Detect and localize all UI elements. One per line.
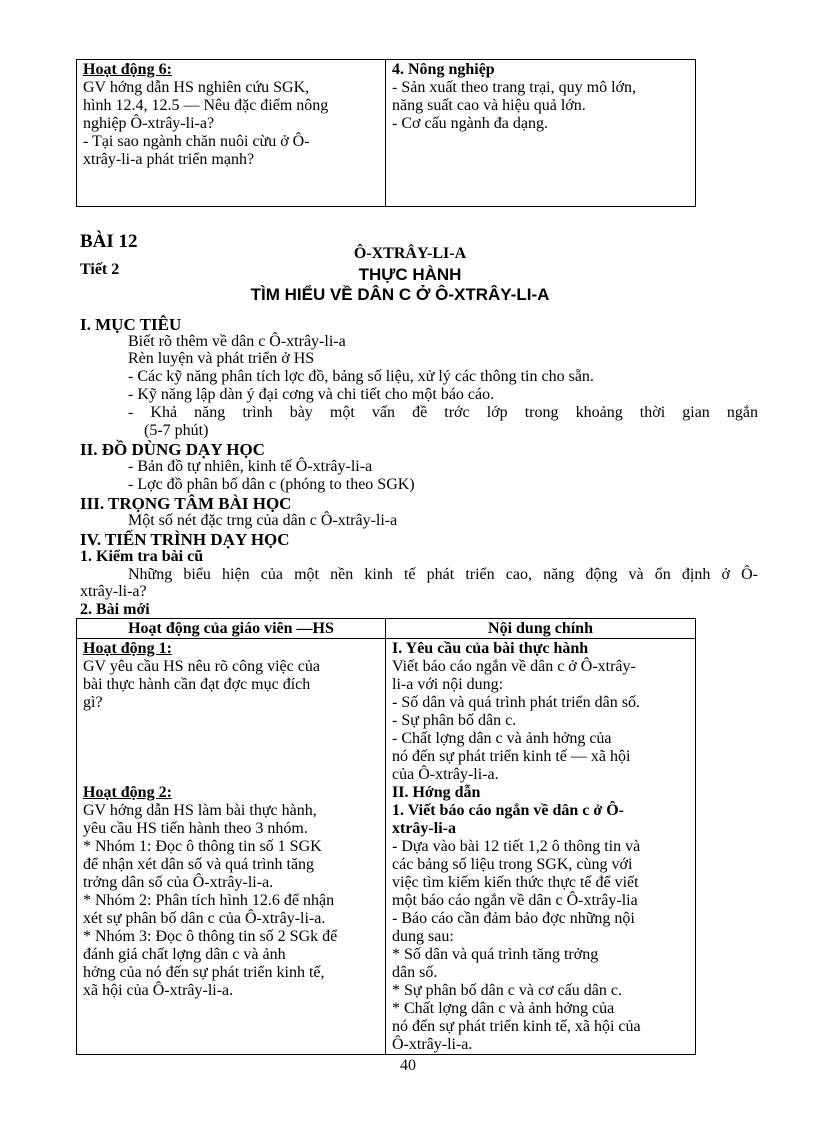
cell-line: * Chất lợng dân c và ảnh hởng của: [392, 1000, 615, 1017]
review-line: Những biểu hiện của một nền kinh tế phát triển cao, năng động và ổn định ở Ô-: [128, 566, 758, 583]
cell-line: li-a với nội dung:: [392, 676, 504, 693]
cell-line: GV yêu cầu HS nêu rõ công việc của: [83, 658, 320, 675]
section-focus-title: III. TRỌNG TÂM BÀI HỌC: [80, 494, 292, 513]
review-line: xtrây-li-a?: [80, 583, 147, 600]
cell-line: xtrây-li-a phát triển mạnh?: [83, 151, 255, 168]
cell-line: * Số dân và quá trình tăng trởng: [392, 946, 599, 963]
cell-line: * Nhóm 3: Đọc ô thông tin số 2 SGk để: [83, 928, 338, 945]
cell-line: - Cơ cấu ngành đa dạng.: [392, 115, 548, 132]
cell-line: yêu cầu HS tiến hành theo 3 nhóm.: [83, 820, 308, 837]
cell-line: của Ô-xtrây-li-a.: [392, 766, 499, 783]
main-table: [76, 618, 696, 1055]
lesson-number: BÀI 12: [80, 231, 138, 252]
cell-line: - Sự phân bố dân c.: [392, 712, 517, 729]
cell-line: * Sự phân bố dân c và cơ cấu dân c.: [392, 982, 622, 999]
header-teacher-student: Hoạt động của giáo viên —HS: [77, 619, 386, 639]
content-cell: [386, 639, 696, 1055]
cell-line: nó đến sự phát triển kinh tế, xã hội của: [392, 1018, 641, 1035]
cell-line: đánh giá chất lợng dân c và ảnh: [83, 946, 286, 963]
cell-line: - Dựa vào bài 12 tiết 1,2 ô thông tin và: [392, 838, 641, 855]
cell-line: xét sự phân bố dân c của Ô-xtrây-li-a.: [83, 910, 326, 927]
top-table-left-cell: [77, 60, 386, 207]
topic-heading: TÌM HIỂU VỀ DÂN C Ở Ô-XTRÂY-LI-A: [250, 285, 550, 304]
cell-line: - Báo cáo cần đảm bảo đợc những nội: [392, 910, 635, 927]
agriculture-title: 4. Nông nghiệp: [392, 61, 495, 78]
section-process-title: IV. TIẾN TRÌNH DẠY HỌC: [80, 530, 290, 549]
cell-line: hởng của nó đến sự phát triển kinh tế,: [83, 964, 325, 981]
cell-line: Viết báo cáo ngắn về dân c ở Ô-xtrây-: [392, 658, 636, 675]
page-number: 40: [400, 1057, 416, 1074]
top-table-right-cell: [386, 60, 696, 207]
requirements-title: I. Yêu cầu của bài thực hành: [392, 640, 589, 657]
cell-line: hình 12.4, 12.5 — Nêu đặc điểm nông: [83, 97, 329, 114]
cell-line: - Tại sao ngành chăn nuôi cừu ở Ô-: [83, 133, 310, 150]
cell-line: nó đến sự phát triển kinh tế — xã hội: [392, 748, 631, 765]
focus-line: Một số nét đặc trng của dân c Ô-xtrây-li-a: [128, 512, 398, 529]
practice-heading: THỰC HÀNH: [358, 265, 462, 284]
activity-1-title: Hoạt động 1:: [83, 640, 172, 657]
objective-line: - Kỹ năng lập dàn ý đại cơng và chi tiết cho một báo cáo.: [128, 386, 495, 403]
cell-line: - Số dân và quá trình phát triển dân số.: [392, 694, 640, 711]
cell-line: GV hớng dẫn HS nghiên cứu SGK,: [83, 79, 310, 96]
cell-line: - Chất lợng dân c và ảnh hởng của: [392, 730, 612, 747]
header-main-content: Nội dung chính: [386, 619, 696, 639]
cell-line: việc tìm kiếm kiến thức thực tế để viết: [392, 874, 639, 891]
cell-line: để nhận xét dân số và quá trình tăng: [83, 856, 315, 873]
country-heading: Ô-XTRÂY-LI-A: [353, 245, 467, 262]
cell-line: * Nhóm 2: Phân tích hình 12.6 để nhận: [83, 892, 335, 909]
guidance-subtitle: xtrây-li-a: [392, 820, 456, 837]
cell-line: GV hớng dẫn HS làm bài thực hành,: [83, 802, 317, 819]
cell-line: năng suất cao và hiệu quả lớn.: [392, 97, 586, 114]
guidance-subtitle: 1. Viết báo cáo ngắn về dân c ở Ô-: [392, 802, 624, 819]
material-line: - Bản đồ tự nhiên, kinh tế Ô-xtrây-li-a: [128, 458, 373, 475]
objective-line: Biết rõ thêm về dân c Ô-xtrây-li-a: [128, 333, 346, 350]
guidance-title: II. Hớng dẫn: [392, 784, 481, 801]
cell-line: nghiệp Ô-xtrây-li-a?: [83, 115, 215, 132]
material-line: - Lợc đồ phân bố dân c (phóng to theo SGK): [128, 476, 415, 493]
objective-line: (5-7 phút): [144, 422, 209, 439]
objective-line: Rèn luyện và phát triển ở HS: [128, 350, 315, 367]
activities-cell: [77, 639, 386, 1055]
activity-6-title: Hoạt động 6:: [83, 61, 172, 78]
cell-line: - Sản xuất theo trang trại, quy mô lớn,: [392, 79, 636, 96]
new-lesson-heading: 2. Bài mới: [80, 601, 150, 618]
objective-line: - Khả năng trình bày một vấn đề trớc lớp trong khoảng thời gian ngắn: [128, 404, 758, 421]
cell-line: dung sau:: [392, 928, 454, 945]
cell-line: Ô-xtrây-li-a.: [392, 1036, 473, 1053]
cell-line: dân số.: [392, 964, 438, 981]
cell-line: gì?: [83, 694, 103, 711]
cell-line: một báo cáo ngắn về dân c Ô-xtrây-lia: [392, 892, 638, 909]
top-table: [76, 59, 696, 207]
review-heading: 1. Kiểm tra bài cũ: [80, 548, 204, 565]
lesson-period: Tiết 2: [80, 261, 120, 278]
cell-line: các bảng số liệu trong SGK, cùng với: [392, 856, 633, 873]
section-materials-title: II. ĐỒ DÙNG DẠY HỌC: [80, 440, 265, 459]
cell-line: xã hội của Ô-xtrây-li-a.: [83, 982, 234, 999]
objective-line: - Các kỹ năng phân tích lợc đồ, bảng số liệu, xử lý các thông tin cho sẵn.: [128, 368, 594, 385]
spacer: [83, 712, 379, 784]
cell-line: trởng dân số của Ô-xtrây-li-a.: [83, 874, 274, 891]
cell-line: * Nhóm 1: Đọc ô thông tin số 1 SGK: [83, 838, 322, 855]
section-objectives-title: I. MỤC TIÊU: [80, 315, 182, 334]
activity-2-title: Hoạt động 2:: [83, 784, 172, 801]
cell-line: bài thực hành cần đạt đợc mục đích: [83, 676, 311, 693]
